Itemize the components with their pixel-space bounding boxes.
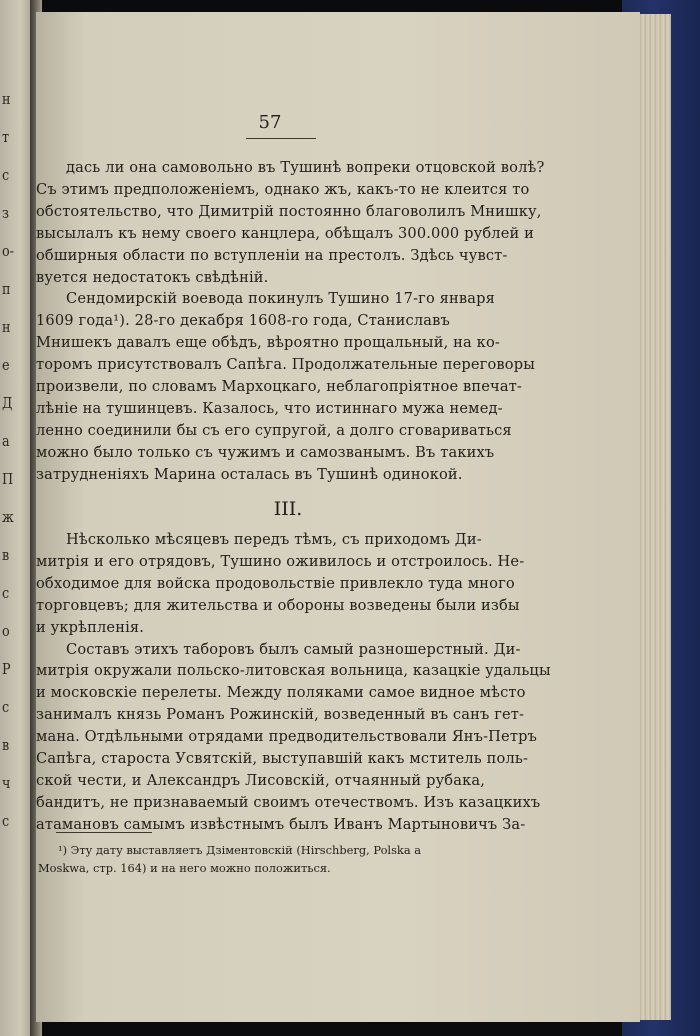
footnote-line: ¹) Эту дату выставляетъ Дзiментовскiй (Hirschberg, Polska a [58, 843, 422, 857]
facing-page-fragment: н [2, 318, 11, 336]
text-line: мана. Отдѣльными отрядами предводительствовали Янъ-Петръ [36, 728, 537, 746]
facing-page-fragment: з [2, 204, 9, 222]
text-line: и укрѣпленiя. [36, 618, 145, 636]
text-line: обширныя области по вступленiи на престолъ. Здѣсь чувст- [36, 246, 508, 264]
text-line: ленно соединили бы съ его супругой, а долго сговариваться [36, 421, 512, 439]
facing-page-fragment: п [2, 280, 11, 298]
facing-page-fragment: с [2, 812, 10, 830]
facing-page-fragment: в [2, 736, 10, 754]
text-line: митрiя окружали польско-литовская вольница, казацкiе удальцы [36, 662, 551, 680]
text-line: Сапѣга, староста Усвятскiй, выступавшiй какъ мститель поль- [36, 750, 529, 767]
text-line: можно было только съ чужимъ и самозванымъ. Въ такихъ [36, 443, 495, 461]
facing-page-fragment: с [2, 166, 10, 184]
text-line: занималъ князь Романъ Рожинскiй, возведенный въ санъ гет- [36, 706, 525, 724]
facing-page [0, 0, 34, 1036]
text-line: обстоятельство, что Димитрiй постоянно благоволилъ Мнишку, [36, 202, 542, 220]
text-line: высылалъ къ нему своего канцлера, обѣщалъ 300.000 рублей и [36, 224, 535, 242]
text-line: дась ли она самовольно въ Тушинѣ вопреки отцовской волѣ? [66, 159, 545, 176]
facing-page-fragment: а [2, 432, 10, 450]
facing-page-fragment: П [2, 470, 14, 488]
text-line: Составъ этихъ таборовъ былъ самый разношерстный. Ди- [66, 640, 521, 658]
text-line: лѣнiе на тушинцевъ. Казалось, что истиннаго мужа немед- [36, 399, 503, 417]
text-line: обходимое для войска продовольствiе привлекло туда много [36, 574, 515, 592]
page-number: 57 [258, 112, 282, 133]
text-line: Сендомирскiй воевода покинулъ Тушино 17-го января [66, 290, 495, 308]
text-line: Нѣсколько мѣсяцевъ передъ тѣмъ, съ приходомъ Ди- [66, 531, 482, 548]
facing-page-fragment: ж [2, 508, 14, 526]
facing-page-fragment: с [2, 584, 10, 602]
facing-page-fragment: Р [2, 660, 11, 678]
text-line: митрiя и его отрядовъ, Тушино оживилось и отстроилось. Не- [36, 552, 525, 570]
text-line: ской чести, и Александръ Лисовскiй, отчаянный рубака, [36, 771, 486, 789]
footnote-line: Moskwa, стр. 164) и на него можно положиться. [38, 861, 331, 875]
page-number-rule [246, 138, 316, 139]
text-line: торомъ присутствовалъ Сапѣга. Продолжательные переговоры [36, 356, 535, 374]
facing-page-fragment: т [2, 128, 10, 146]
book-page [36, 12, 640, 1022]
text-line: Мнишекъ давалъ еще обѣдъ, вѣроятно прощальный, на ко- [36, 334, 500, 352]
text-line: торговцевъ; для жительства и обороны возведены были избы [36, 596, 520, 614]
facing-page-fragment: о [2, 622, 10, 640]
facing-page-fragment: ч [2, 774, 11, 792]
text-line: и московскiе перелеты. Между поляками самое видное мѣсто [36, 684, 526, 702]
text-line: затрудненiяхъ Марина осталась въ Тушинѣ одинокой. [36, 465, 463, 483]
facing-page-fragment: в [2, 546, 10, 564]
text-line: 1609 года¹). 28-го декабря 1608-го года, Станиславъ [36, 312, 450, 330]
text-line: вуется недостатокъ свѣдѣнiй. [36, 268, 269, 286]
facing-page-fragment: е [2, 356, 10, 374]
facing-page-fragment: Д [2, 394, 13, 412]
text-line: Съ этимъ предположенiемъ, однако жъ, какъ-то не клеится то [36, 180, 530, 198]
section-heading: III. [273, 498, 303, 520]
text-line: атамановъ самымъ извѣстнымъ былъ Иванъ Мартыновичъ За- [36, 815, 526, 833]
page-edges [636, 14, 671, 1020]
facing-page-fragment: о- [2, 242, 14, 260]
facing-page-fragment: н [2, 90, 11, 108]
facing-page-fragment: с [2, 698, 10, 716]
text-line: произвели, по словамъ Мархоцкаго, неблагопрiятное впечат- [36, 378, 523, 395]
text-line: бандитъ, не признаваемый своимъ отечествомъ. Изъ казацкихъ [36, 793, 541, 811]
